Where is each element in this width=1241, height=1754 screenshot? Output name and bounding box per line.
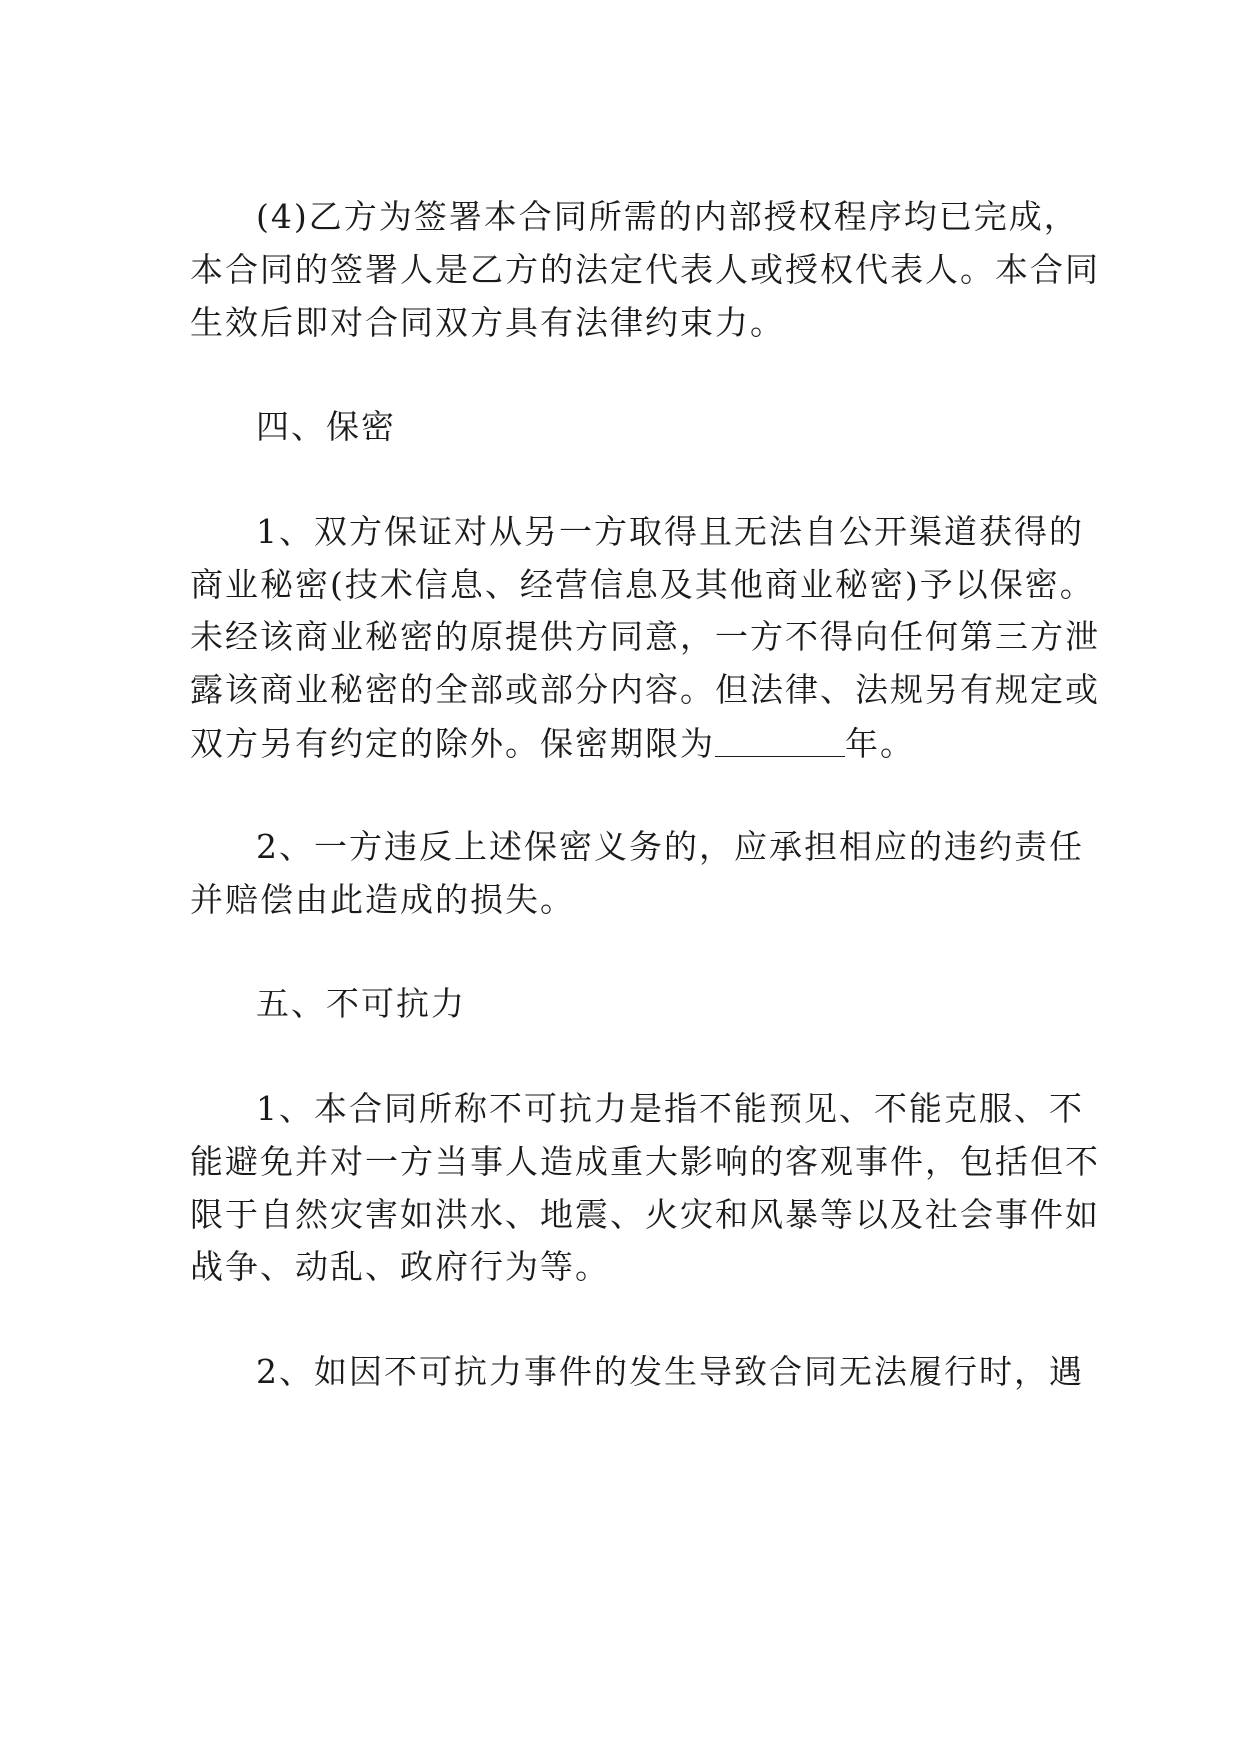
clause-4-1-line-3: 未经该商业秘密的原提供方同意，一方不得向任何第三方泄 [190,617,1100,656]
clause-4-1-line-4: 露该商业秘密的全部或部分内容。但法律、法规另有规定或 [190,670,1100,709]
clause-5-1-line-2: 能避免并对一方当事人造成重大影响的客观事件，包括但不 [190,1142,1100,1181]
clause-5-1-line-1: 1、本合同所称不可抗力是指不能预见、不能克服、不 [256,1089,1084,1128]
clause-4-2-line-2: 并赔偿由此造成的损失。 [190,880,575,919]
section-4-heading: 四、保密 [256,407,396,446]
clause-3-4-line-2: 本合同的签署人是乙方的法定代表人或授权代表人。本合同 [190,250,1100,289]
clause-5-1-line-4: 战争、动乱、政府行为等。 [190,1247,610,1286]
clause-4-2-line-1: 2、一方违反上述保密义务的，应承担相应的违约责任 [256,827,1084,866]
clause-3-4-line-3: 生效后即对合同双方具有法律约束力。 [190,303,785,342]
clause-5-1-line-3: 限于自然灾害如洪水、地震、火灾和风暴等以及社会事件如 [190,1195,1100,1234]
clause-4-1-line-2: 商业秘密(技术信息、经营信息及其他商业秘密)予以保密。 [190,565,1095,604]
clause-4-1-line-5-text: 双方另有约定的除外。保密期限为 [190,724,715,763]
confidentiality-term-blank[interactable] [715,726,845,757]
section-5-heading: 五、不可抗力 [256,984,466,1023]
clause-4-1-line-5-end: 年。 [845,724,915,763]
clause-3-4-line-1: (4)乙方为签署本合同所需的内部授权程序均已完成， [256,197,1079,236]
clause-4-1-line-5 [190,724,1070,763]
clause-4-1-line-1: 1、双方保证对从另一方取得且无法自公开渠道获得的 [256,512,1084,551]
clause-5-2-line-1: 2、如因不可抗力事件的发生导致合同无法履行时，遇 [256,1352,1084,1391]
